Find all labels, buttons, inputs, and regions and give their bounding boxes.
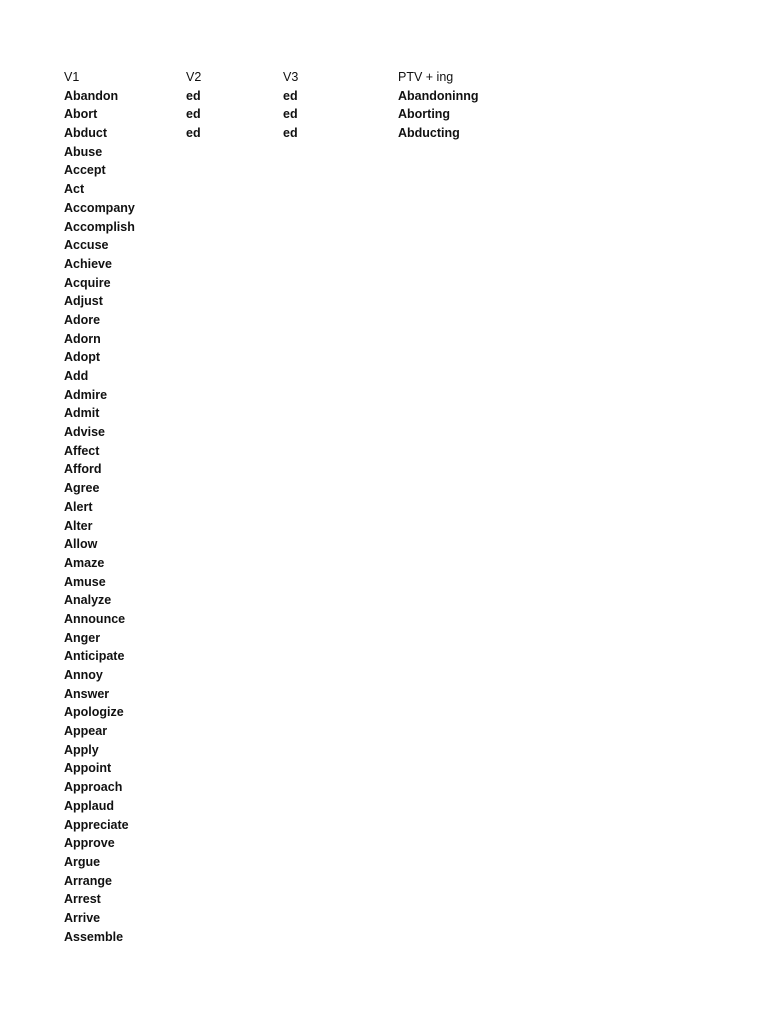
cell-v3: ed: [283, 88, 298, 103]
cell-v1: Adopt: [64, 350, 101, 365]
table-row: [64, 367, 704, 386]
cell-v1: Appreciate: [64, 817, 129, 832]
cell-ptv-ing: [398, 759, 598, 778]
cell-v3: [283, 666, 398, 685]
cell-v3: [283, 647, 398, 666]
table-row: [64, 498, 704, 517]
cell-ptv-ing: [398, 591, 598, 610]
table-row: [64, 573, 704, 592]
cell-ptv-ing: [398, 685, 598, 704]
cell-v1: Appear: [64, 724, 108, 739]
cell-v3: [283, 236, 398, 255]
cell-v3: [283, 517, 398, 536]
cell-v3: [283, 610, 398, 629]
cell-v1: Anger: [64, 630, 101, 645]
cell-v1: Act: [64, 182, 85, 197]
cell-v2: ed: [186, 88, 201, 103]
table-row: [64, 685, 704, 704]
cell-v3: [283, 741, 398, 760]
cell-v3: [283, 348, 398, 367]
cell-v2: [186, 816, 283, 835]
header-v3: V3: [283, 70, 299, 84]
cell-v1: Arrest: [64, 892, 101, 907]
cell-v2: [186, 554, 283, 573]
table-row: [64, 311, 704, 330]
cell-v1: Admit: [64, 406, 100, 421]
cell-v2: [186, 591, 283, 610]
table-row: [64, 647, 704, 666]
cell-v1: Accuse: [64, 238, 109, 253]
table-row: [64, 610, 704, 629]
cell-v3: [283, 890, 398, 909]
cell-v3: [283, 928, 398, 947]
cell-v3: [283, 311, 398, 330]
cell-v2: [186, 479, 283, 498]
cell-v2: [186, 348, 283, 367]
cell-v1: Analyze: [64, 593, 112, 608]
cell-v3: [283, 367, 398, 386]
cell-v2: [186, 741, 283, 760]
cell-v1: Adore: [64, 312, 101, 327]
cell-v2: ed: [186, 107, 201, 122]
cell-v3: [283, 274, 398, 293]
cell-v3: [283, 180, 398, 199]
cell-v1: Arrive: [64, 910, 101, 925]
cell-ptv-ing: [398, 292, 598, 311]
cell-ptv-ing: Abandoninng: [398, 88, 479, 103]
cell-v3: [283, 535, 398, 554]
cell-v2: ed: [186, 126, 201, 141]
cell-ptv-ing: [398, 143, 598, 162]
cell-ptv-ing: [398, 255, 598, 274]
cell-v2: [186, 666, 283, 685]
cell-v1: Announce: [64, 611, 126, 626]
cell-v3: [283, 404, 398, 423]
cell-ptv-ing: [398, 834, 598, 853]
cell-v3: ed: [283, 126, 298, 141]
cell-v1: Applaud: [64, 798, 114, 813]
cell-v1: Adjust: [64, 294, 103, 309]
table-row: [64, 105, 704, 124]
cell-v2: [186, 218, 283, 237]
cell-ptv-ing: [398, 161, 598, 180]
table-row: [64, 722, 704, 741]
cell-v3: [283, 386, 398, 405]
cell-v1: Accomplish: [64, 219, 135, 234]
table-row: [64, 161, 704, 180]
table-row: [64, 629, 704, 648]
cell-v1: Abandon: [64, 88, 119, 103]
cell-v3: [283, 218, 398, 237]
table-row: [64, 236, 704, 255]
cell-ptv-ing: [398, 909, 598, 928]
table-row: [64, 703, 704, 722]
cell-v1: Abduct: [64, 126, 108, 141]
cell-ptv-ing: Abducting: [398, 126, 460, 141]
cell-v3: [283, 423, 398, 442]
cell-v1: Apologize: [64, 705, 124, 720]
cell-ptv-ing: [398, 386, 598, 405]
cell-v1: Approve: [64, 836, 115, 851]
cell-v1: Assemble: [64, 929, 124, 944]
table-row: [64, 797, 704, 816]
cell-ptv-ing: [398, 816, 598, 835]
cell-v3: [283, 143, 398, 162]
cell-v2: [186, 610, 283, 629]
table-row: [64, 87, 704, 106]
cell-v3: [283, 722, 398, 741]
table-row: [64, 890, 704, 909]
cell-ptv-ing: [398, 647, 598, 666]
table-row: [64, 517, 704, 536]
cell-ptv-ing: [398, 180, 598, 199]
cell-v1: Achieve: [64, 256, 112, 271]
cell-v2: [186, 311, 283, 330]
cell-ptv-ing: [398, 666, 598, 685]
cell-v2: [186, 928, 283, 947]
cell-v2: [186, 722, 283, 741]
cell-v1: Argue: [64, 854, 101, 869]
table-row: [64, 816, 704, 835]
cell-v1: Afford: [64, 462, 102, 477]
cell-ptv-ing: [398, 330, 598, 349]
table-row: [64, 666, 704, 685]
cell-v1: Arrange: [64, 873, 112, 888]
table-row: [64, 872, 704, 891]
cell-v2: [186, 909, 283, 928]
cell-v3: [283, 797, 398, 816]
table-row: [64, 928, 704, 947]
cell-ptv-ing: [398, 573, 598, 592]
table-row: [64, 909, 704, 928]
cell-v1: Abort: [64, 107, 98, 122]
table-row: [64, 292, 704, 311]
cell-v2: [186, 386, 283, 405]
table-row: [64, 386, 704, 405]
cell-v2: [186, 759, 283, 778]
cell-v2: [186, 890, 283, 909]
cell-ptv-ing: Aborting: [398, 107, 451, 122]
cell-v2: [186, 460, 283, 479]
cell-v3: [283, 872, 398, 891]
cell-ptv-ing: [398, 404, 598, 423]
cell-v3: [283, 573, 398, 592]
table-row: [64, 404, 704, 423]
cell-v1: Approach: [64, 780, 123, 795]
cell-v1: Affect: [64, 443, 100, 458]
cell-ptv-ing: [398, 311, 598, 330]
header-v2: V2: [186, 70, 202, 84]
cell-ptv-ing: [398, 479, 598, 498]
cell-v2: [186, 797, 283, 816]
cell-v1: Alert: [64, 499, 93, 514]
cell-v1: Amaze: [64, 555, 105, 570]
verb-table: [64, 68, 704, 946]
cell-ptv-ing: [398, 535, 598, 554]
table-row: [64, 479, 704, 498]
cell-v3: [283, 255, 398, 274]
cell-v2: [186, 778, 283, 797]
cell-v2: [186, 180, 283, 199]
table-row: [64, 442, 704, 461]
cell-v3: [283, 703, 398, 722]
cell-v2: [186, 236, 283, 255]
cell-v2: [186, 423, 283, 442]
cell-ptv-ing: [398, 554, 598, 573]
table-row: [64, 274, 704, 293]
cell-v2: [186, 274, 283, 293]
cell-ptv-ing: [398, 517, 598, 536]
table-row: [64, 330, 704, 349]
header-ptv-ing: PTV + ing: [398, 70, 454, 84]
cell-v1: Alter: [64, 518, 93, 533]
cell-v2: [186, 330, 283, 349]
cell-v2: [186, 442, 283, 461]
header-row: [64, 68, 704, 87]
cell-v1: Annoy: [64, 668, 103, 682]
cell-v1: Amuse: [64, 574, 106, 589]
cell-v1: Allow: [64, 537, 98, 552]
cell-ptv-ing: [398, 610, 598, 629]
table-row: [64, 853, 704, 872]
cell-v2: [186, 292, 283, 311]
table-row: [64, 460, 704, 479]
cell-v3: [283, 909, 398, 928]
cell-v2: [186, 573, 283, 592]
cell-ptv-ing: [398, 367, 598, 386]
cell-v2: [186, 199, 283, 218]
cell-v3: [283, 834, 398, 853]
cell-ptv-ing: [398, 442, 598, 461]
cell-v2: [186, 498, 283, 517]
cell-v3: [283, 292, 398, 311]
table-row: [64, 180, 704, 199]
cell-v2: [186, 404, 283, 423]
cell-v1: Agree: [64, 481, 100, 496]
cell-v2: [186, 834, 283, 853]
table-row: [64, 124, 704, 143]
cell-ptv-ing: [398, 703, 598, 722]
cell-v2: [186, 853, 283, 872]
cell-v1: Abuse: [64, 144, 103, 159]
cell-ptv-ing: [398, 741, 598, 760]
cell-ptv-ing: [398, 890, 598, 909]
cell-v3: [283, 853, 398, 872]
cell-ptv-ing: [398, 629, 598, 648]
table-row: [64, 591, 704, 610]
table-row: [64, 759, 704, 778]
cell-ptv-ing: [398, 853, 598, 872]
cell-v3: [283, 816, 398, 835]
cell-ptv-ing: [398, 778, 598, 797]
table-row: [64, 778, 704, 797]
cell-v2: [186, 629, 283, 648]
cell-v2: [186, 685, 283, 704]
cell-ptv-ing: [398, 797, 598, 816]
cell-v3: [283, 442, 398, 461]
cell-v3: [283, 330, 398, 349]
cell-v3: ed: [283, 107, 298, 122]
table-row: [64, 741, 704, 760]
cell-v2: [186, 255, 283, 274]
cell-v3: [283, 591, 398, 610]
cell-v1: Acquire: [64, 275, 111, 290]
cell-v3: [283, 479, 398, 498]
cell-v3: [283, 629, 398, 648]
table-row: [64, 535, 704, 554]
table-row: [64, 834, 704, 853]
cell-v2: [186, 367, 283, 386]
cell-v3: [283, 460, 398, 479]
cell-v3: [283, 778, 398, 797]
cell-v3: [283, 685, 398, 704]
table-row: [64, 554, 704, 573]
cell-v3: [283, 199, 398, 218]
cell-v3: [283, 161, 398, 180]
cell-v2: [186, 872, 283, 891]
cell-v2: [186, 647, 283, 666]
cell-v2: [186, 143, 283, 162]
table-row: [64, 255, 704, 274]
cell-ptv-ing: [398, 274, 598, 293]
cell-v1: Appoint: [64, 761, 112, 776]
cell-v3: [283, 498, 398, 517]
table-row: [64, 348, 704, 367]
cell-v1: Add: [64, 369, 89, 383]
cell-v2: [186, 161, 283, 180]
cell-ptv-ing: [398, 348, 598, 367]
cell-v2: [186, 703, 283, 722]
cell-ptv-ing: [398, 722, 598, 741]
cell-v3: [283, 554, 398, 573]
cell-ptv-ing: [398, 236, 598, 255]
cell-v1: Accompany: [64, 200, 135, 215]
cell-ptv-ing: [398, 872, 598, 891]
cell-ptv-ing: [398, 218, 598, 237]
cell-ptv-ing: [398, 498, 598, 517]
table-row: [64, 143, 704, 162]
cell-ptv-ing: [398, 460, 598, 479]
cell-v1: Adorn: [64, 331, 101, 346]
table-row: [64, 218, 704, 237]
header-v1: V1: [64, 70, 80, 84]
table-body: [64, 87, 704, 947]
table-row: [64, 199, 704, 218]
cell-v3: [283, 759, 398, 778]
cell-v1: Apply: [64, 742, 99, 757]
cell-ptv-ing: [398, 928, 598, 947]
cell-v1: Accept: [64, 163, 106, 178]
cell-v2: [186, 535, 283, 554]
cell-ptv-ing: [398, 199, 598, 218]
cell-v1: Advise: [64, 425, 105, 440]
cell-ptv-ing: [398, 423, 598, 442]
cell-v1: Answer: [64, 686, 110, 701]
table-row: [64, 423, 704, 442]
cell-v1: Admire: [64, 387, 108, 402]
cell-v2: [186, 517, 283, 536]
cell-v1: Anticipate: [64, 649, 125, 664]
